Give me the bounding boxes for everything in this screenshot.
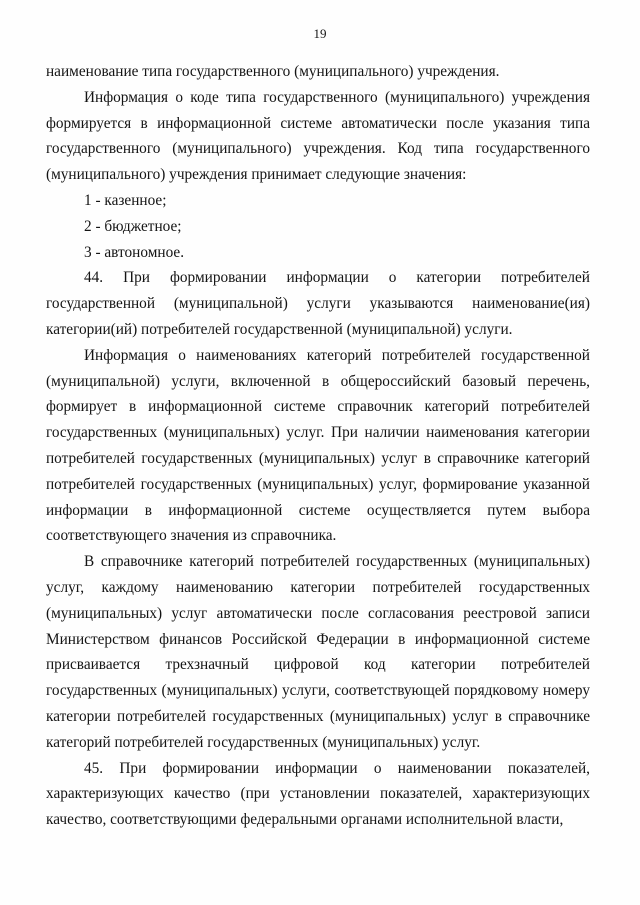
page-number: 19	[313, 26, 327, 41]
paragraph-consumer-categories-info: Информация о наименованиях категорий потребителей государственной (муниципальной) услуги, включенной в общероссийский базовый перечень, формирует в информационной системе справочник категорий потребителей государственных (муниципальных) услуг. При наличии наименования категории потребителей государственных (муниципальных) услуг в справочнике категорий потребителей государственных (муниципальных) услуг, формирование указанной информации в информационной системе осуществляется путем выбора соответствующего значения из справочника.	[46, 346, 590, 545]
paragraph-type-name-end: наименование типа государственного (муниципального) учреждения.	[46, 63, 500, 80]
paragraph-type-code-info: Информация о коде типа государственного (муниципального) учреждения формируется в информационной системе автоматически после указания типа государственного (муниципального) учреждения. Код типа государственного (муниципального) учреждения принимает следующие значения:	[46, 88, 590, 184]
list-item-kazennoe: 1 - казенное;	[84, 191, 167, 209]
document-body	[46, 59, 590, 833]
paragraph-44: 44. При формировании информации о категории потребителей государственной (муниципальной) услуги указываются наименование(ия) категории(ий) потребителей государственной (муниципальной) услуги.	[46, 269, 590, 338]
list-item-byudzhetnoe: 2 - бюджетное;	[84, 217, 182, 235]
paragraph-45: 45. При формировании информации о наименовании показателей, характеризующих качество (при установлении показателей, характеризующих качество, соответствующими федеральными органами исполнительной власти,	[46, 759, 590, 829]
paragraph-consumer-category-code: В справочнике категорий потребителей государственных (муниципальных) услуг, каждому наименованию категории потребителей государственных (муниципальных) услуг автоматически после согласования реестровой записи Министерством финансов Российской Федерации в информационной системе присваивается трехзначный цифровой код категории потребителей государственных (муниципальных) услуги, соответствующей порядковому номеру категории потребителей государственных (муниципальных) услуг в справочнике категорий потребителей государственных (муниципальных) услуг.	[46, 553, 590, 751]
list-item-avtonomnoe: 3 - автономное.	[84, 243, 185, 261]
